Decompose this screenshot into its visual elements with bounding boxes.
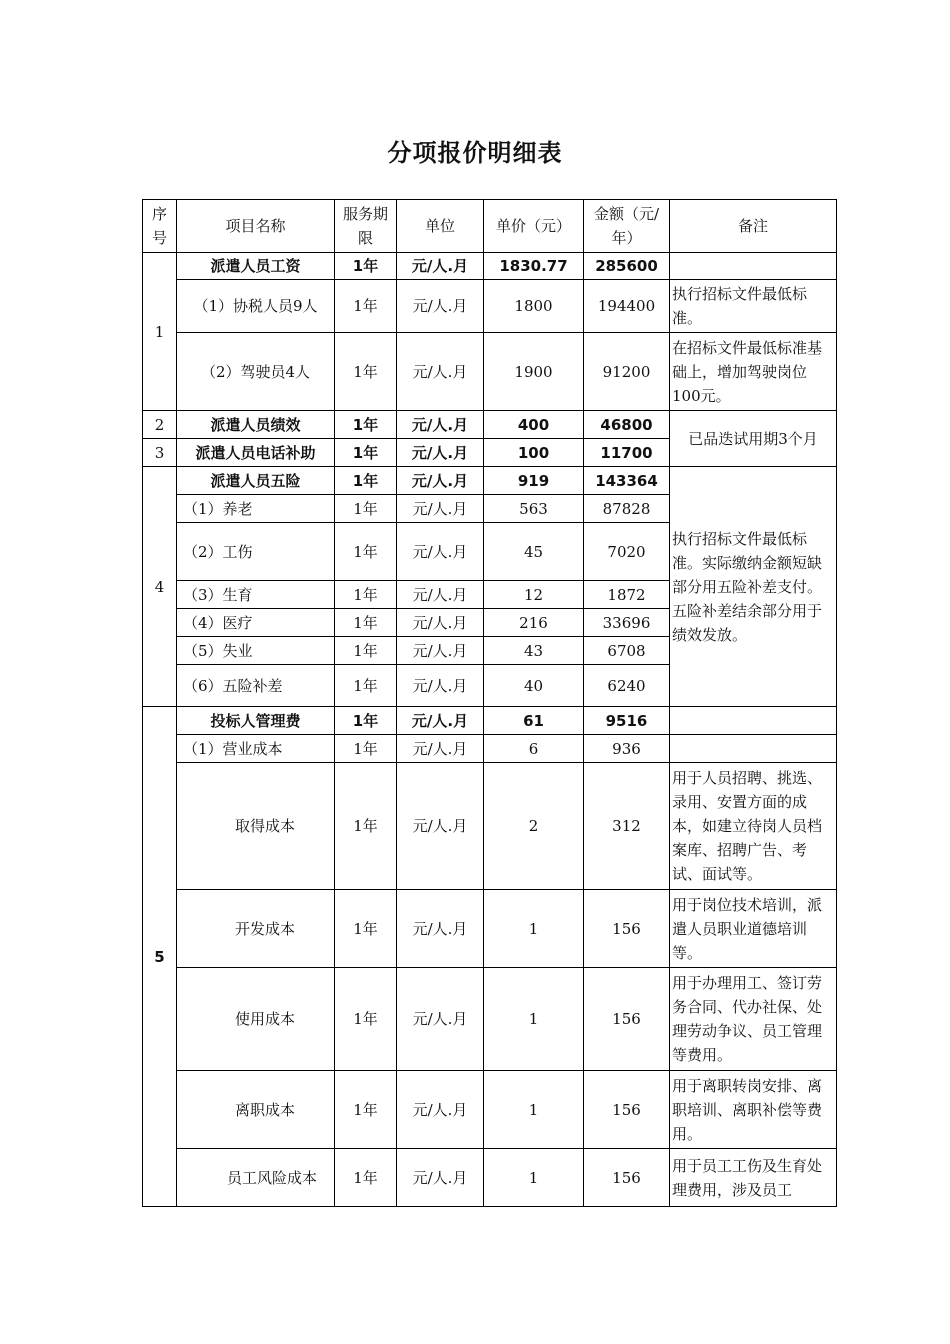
row-note: 用于办理用工、签订劳务合同、代办社保、处理劳动争议、员工管理等费用。	[670, 968, 837, 1071]
row-name: 开发成本	[177, 890, 335, 968]
row-amount: 936	[584, 735, 670, 763]
table-row	[143, 763, 837, 890]
row-note: 用于人员招聘、挑选、录用、安置方面的成本，如建立待岗人员档案库、招聘广告、考试、面试等。	[670, 763, 837, 890]
header-row	[143, 200, 837, 253]
row-amount: 156	[584, 1071, 670, 1149]
row-price: 1	[484, 968, 584, 1071]
row-unit: 元/人.月	[397, 1071, 484, 1149]
row-unit: 元/人.月	[397, 609, 484, 637]
header-term: 服务期限	[335, 200, 397, 253]
row-term: 1年	[335, 581, 397, 609]
row-amount: 156	[584, 968, 670, 1071]
row-name: 取得成本	[177, 763, 335, 890]
table-row	[143, 707, 837, 735]
row-amount: 9516	[584, 707, 670, 735]
table-row	[143, 735, 837, 763]
row-price: 45	[484, 523, 584, 581]
table-row	[143, 1071, 837, 1149]
row-amount: 33696	[584, 609, 670, 637]
row-name: 派遣人员五险	[177, 467, 335, 495]
row-name: 离职成本	[177, 1071, 335, 1149]
row-no: 3	[143, 439, 177, 467]
row-term: 1年	[335, 1149, 397, 1207]
row-price: 1	[484, 1149, 584, 1207]
row-amount: 194400	[584, 280, 670, 333]
row-amount: 1872	[584, 581, 670, 609]
row-term: 1年	[335, 253, 397, 280]
row-unit: 元/人.月	[397, 523, 484, 581]
row-term: 1年	[335, 467, 397, 495]
header-name: 项目名称	[177, 200, 335, 253]
table-row	[143, 280, 837, 333]
table-row	[143, 968, 837, 1071]
row-unit: 元/人.月	[397, 280, 484, 333]
row-note: 执行招标文件最低标准。实际缴纳金额短缺部分用五险补差支付。五险补差结余部分用于绩效发放。	[670, 467, 837, 707]
row-price: 12	[484, 581, 584, 609]
row-price: 40	[484, 665, 584, 707]
row-term: 1年	[335, 523, 397, 581]
row-unit: 元/人.月	[397, 707, 484, 735]
row-price: 1	[484, 1071, 584, 1149]
header-amount: 金额（元/年）	[584, 200, 670, 253]
row-price: 2	[484, 763, 584, 890]
row-price: 1830.77	[484, 253, 584, 280]
row-unit: 元/人.月	[397, 1149, 484, 1207]
row-term: 1年	[335, 411, 397, 439]
row-amount: 285600	[584, 253, 670, 280]
row-price: 6	[484, 735, 584, 763]
row-amount: 156	[584, 890, 670, 968]
header-note: 备注	[670, 200, 837, 253]
row-unit: 元/人.月	[397, 581, 484, 609]
row-name: （2）驾驶员4人	[177, 333, 335, 411]
row-unit: 元/人.月	[397, 495, 484, 523]
row-term: 1年	[335, 637, 397, 665]
row-name: （6）五险补差	[177, 665, 335, 707]
table-row	[143, 467, 837, 495]
row-no: 2	[143, 411, 177, 439]
row-amount: 6708	[584, 637, 670, 665]
row-unit: 元/人.月	[397, 890, 484, 968]
quote-detail-table	[142, 199, 837, 1207]
row-price: 1900	[484, 333, 584, 411]
row-price: 216	[484, 609, 584, 637]
row-amount: 6240	[584, 665, 670, 707]
row-term: 1年	[335, 968, 397, 1071]
row-amount: 143364	[584, 467, 670, 495]
row-unit: 元/人.月	[397, 411, 484, 439]
row-term: 1年	[335, 735, 397, 763]
row-note	[670, 735, 837, 763]
row-term: 1年	[335, 439, 397, 467]
page-title: 分项报价明细表	[387, 139, 563, 167]
row-price: 61	[484, 707, 584, 735]
table-row	[143, 411, 837, 439]
row-no: 5	[143, 707, 177, 1207]
row-unit: 元/人.月	[397, 253, 484, 280]
row-name: 使用成本	[177, 968, 335, 1071]
row-term: 1年	[335, 890, 397, 968]
row-name: 派遣人员工资	[177, 253, 335, 280]
row-name: （2）工伤	[177, 523, 335, 581]
header-no: 序号	[143, 200, 177, 253]
row-unit: 元/人.月	[397, 637, 484, 665]
row-name: （4）医疗	[177, 609, 335, 637]
row-note: 用于离职转岗安排、离职培训、离职补偿等费用。	[670, 1071, 837, 1149]
row-name: （1）协税人员9人	[177, 280, 335, 333]
row-amount: 7020	[584, 523, 670, 581]
row-note	[670, 707, 837, 735]
row-note	[670, 253, 837, 280]
table-row	[143, 890, 837, 968]
row-unit: 元/人.月	[397, 665, 484, 707]
row-unit: 元/人.月	[397, 333, 484, 411]
row-price: 43	[484, 637, 584, 665]
table-row	[143, 253, 837, 280]
row-term: 1年	[335, 333, 397, 411]
row-amount: 312	[584, 763, 670, 890]
row-unit: 元/人.月	[397, 439, 484, 467]
row-amount: 91200	[584, 333, 670, 411]
row-price: 100	[484, 439, 584, 467]
row-amount: 87828	[584, 495, 670, 523]
row-price: 919	[484, 467, 584, 495]
row-note: 用于员工工伤及生育处理费用，涉及员工	[670, 1149, 837, 1207]
row-note: 已品迭试用期3个月	[670, 411, 837, 467]
row-term: 1年	[335, 609, 397, 637]
row-note: 执行招标文件最低标准。	[670, 280, 837, 333]
row-name: （1）营业成本	[177, 735, 335, 763]
row-unit: 元/人.月	[397, 467, 484, 495]
row-term: 1年	[335, 665, 397, 707]
row-name: 派遣人员绩效	[177, 411, 335, 439]
row-unit: 元/人.月	[397, 763, 484, 890]
row-term: 1年	[335, 1071, 397, 1149]
row-name: （3）生育	[177, 581, 335, 609]
row-price: 1800	[484, 280, 584, 333]
row-term: 1年	[335, 707, 397, 735]
header-price: 单价（元）	[484, 200, 584, 253]
row-unit: 元/人.月	[397, 968, 484, 1071]
row-name: 员工风险成本	[177, 1149, 335, 1207]
row-term: 1年	[335, 495, 397, 523]
row-note: 在招标文件最低标准基础上，增加驾驶岗位100元。	[670, 333, 837, 411]
row-price: 1	[484, 890, 584, 968]
row-price: 563	[484, 495, 584, 523]
row-note: 用于岗位技术培训，派遣人员职业道德培训等。	[670, 890, 837, 968]
row-amount: 156	[584, 1149, 670, 1207]
row-term: 1年	[335, 763, 397, 890]
row-name: 派遣人员电话补助	[177, 439, 335, 467]
row-price: 400	[484, 411, 584, 439]
row-no: 1	[143, 253, 177, 411]
table-row	[143, 1149, 837, 1207]
header-unit: 单位	[397, 200, 484, 253]
row-unit: 元/人.月	[397, 735, 484, 763]
row-name: 投标人管理费	[177, 707, 335, 735]
row-amount: 46800	[584, 411, 670, 439]
table-row	[143, 333, 837, 411]
row-name: （5）失业	[177, 637, 335, 665]
row-term: 1年	[335, 280, 397, 333]
row-no: 4	[143, 467, 177, 707]
row-name: （1）养老	[177, 495, 335, 523]
row-amount: 11700	[584, 439, 670, 467]
